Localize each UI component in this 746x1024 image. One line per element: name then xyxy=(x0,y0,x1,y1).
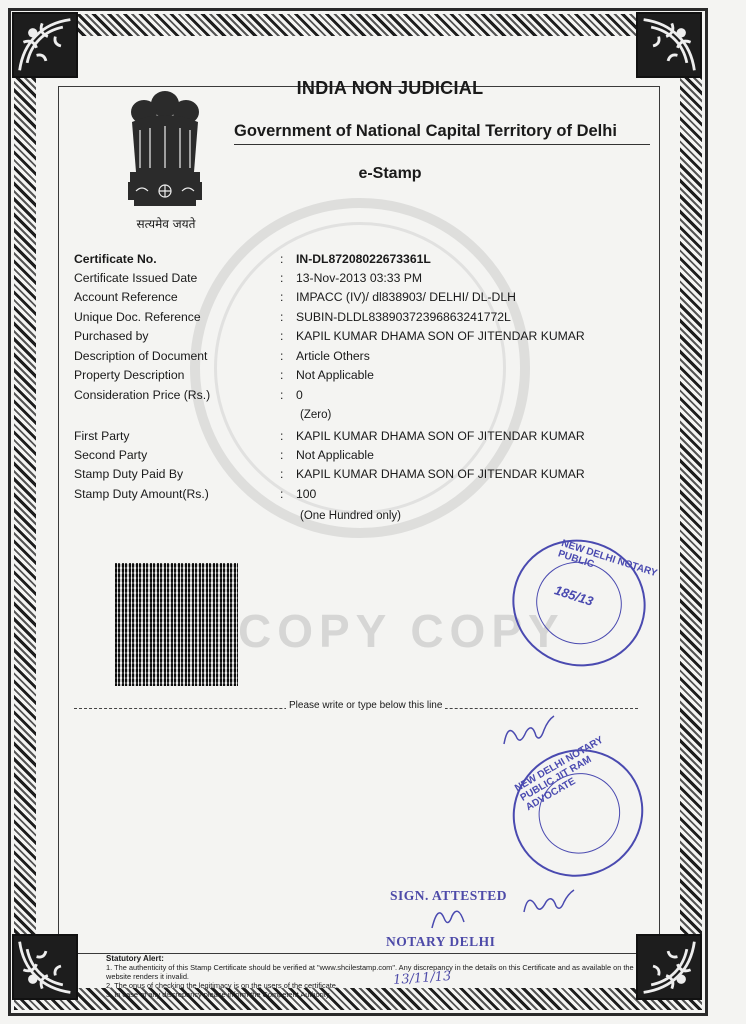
handwritten-signature xyxy=(426,898,470,936)
amount-words: (One Hundred only) xyxy=(300,510,401,522)
stamp-text: NEW DELHI NOTARY PUBLIC JIT RAM ADVOCATE xyxy=(513,734,606,814)
sign-attested-stamp: SIGN. ATTESTED xyxy=(390,888,508,903)
corner-ornament-icon xyxy=(12,934,78,1000)
row-value: IN-DL87208022673361L xyxy=(296,252,431,266)
stamp-handwritten-number: 185/13 xyxy=(552,582,596,609)
detail-row: Certificate Issued Date : 13-Nov-2013 03:33 PM xyxy=(74,271,423,285)
row-value: KAPIL KUMAR DHAMA SON OF JITENDAR KUMAR xyxy=(296,467,585,481)
alert-line: 3. In case of any discrepancy please inform the Competent Authority. xyxy=(106,990,331,999)
row-label: Stamp Duty Paid By xyxy=(74,467,184,481)
detail-row: Description of Document : Article Others xyxy=(74,349,370,363)
row-label: First Party xyxy=(74,429,130,443)
row-value: SUBIN-DLDL83890372396863241772L xyxy=(296,310,511,324)
corner-ornament-icon xyxy=(636,934,702,1000)
detail-row: Property Description : Not Applicable xyxy=(74,368,374,382)
statutory-alert xyxy=(106,954,642,999)
detail-row: Consideration Price (Rs.) : 0 xyxy=(74,388,303,402)
row-label: Certificate No. xyxy=(74,252,157,266)
row-value: IMPACC (IV)/ dl838903/ DELHI/ DL-DLH xyxy=(296,290,516,304)
estamp-title: e-Stamp xyxy=(358,165,422,182)
row-value: Article Others xyxy=(296,349,370,363)
row-label: Account Reference xyxy=(74,290,178,304)
detail-row: Purchased by : KAPIL KUMAR DHAMA SON OF JITENDAR KUMAR xyxy=(74,329,585,343)
page-title: INDIA NON JUDICIAL xyxy=(296,78,484,98)
row-value: 0 xyxy=(296,388,303,402)
copy-watermark: COPY COPY xyxy=(238,605,565,657)
detail-row: Unique Doc. Reference : SUBIN-DLDL83890372396863241772L xyxy=(74,310,511,324)
stamp-text: NEW DELHI NOTARY PUBLIC xyxy=(556,537,659,580)
emblem-motto: सत्यमेव जयते xyxy=(136,217,196,231)
row-label: Unique Doc. Reference xyxy=(74,310,201,324)
row-label: Stamp Duty Amount(Rs.) xyxy=(74,487,209,501)
government-title: Government of National Capital Territory of Delhi xyxy=(234,122,650,145)
handwritten-signature xyxy=(520,886,580,922)
detail-row: Stamp Duty Paid By : KAPIL KUMAR DHAMA SON OF JITENDAR KUMAR xyxy=(74,467,585,481)
corner-ornament-icon xyxy=(636,12,702,78)
row-label: Consideration Price (Rs.) xyxy=(74,388,211,402)
alert-line: 1. The authenticity of this Stamp Certificate should be verified at "www.shcilestamp.com". Any discrepancy in the details on this Certificate and as available on the website renders it invalid. xyxy=(106,963,634,981)
row-label: Description of Document xyxy=(74,349,208,363)
row-label: Certificate Issued Date xyxy=(74,271,198,285)
row-value: Not Applicable xyxy=(296,368,374,382)
row-value: 13-Nov-2013 03:33 PM xyxy=(296,271,423,285)
row-value: KAPIL KUMAR DHAMA SON OF JITENDAR KUMAR xyxy=(296,429,585,443)
row-value: 100 xyxy=(296,487,317,501)
row-value: KAPIL KUMAR DHAMA SON OF JITENDAR KUMAR xyxy=(296,329,585,343)
row-label: Purchased by xyxy=(74,329,149,343)
detail-row: Second Party : Not Applicable xyxy=(74,448,374,462)
row-label: Property Description xyxy=(74,368,185,382)
notary-delhi-stamp: NOTARY DELHI xyxy=(386,934,496,949)
detail-row: First Party : KAPIL KUMAR DHAMA SON OF JITENDAR KUMAR xyxy=(74,429,585,443)
consideration-words: (Zero) xyxy=(300,409,332,421)
handwritten-signature xyxy=(500,714,560,754)
alert-line: 2. The onus of checking the legitimacy is on the users of the certificate. xyxy=(106,981,338,990)
row-value: Not Applicable xyxy=(296,448,374,462)
qr-code xyxy=(115,563,238,686)
alert-heading: Statutory Alert: xyxy=(106,954,164,963)
detail-row: Account Reference : IMPACC (IV)/ dl838903/ DELHI/ DL-DLH xyxy=(74,290,516,304)
detail-row: Stamp Duty Amount(Rs.) : 100 xyxy=(74,487,317,501)
handwritten-date: 13/11/13 xyxy=(392,968,452,989)
corner-ornament-icon xyxy=(12,12,78,78)
row-label: Second Party xyxy=(74,448,148,462)
cut-line-text: Please write or type below this line xyxy=(286,700,445,711)
ashoka-emblem-icon xyxy=(110,82,220,232)
detail-row: Certificate No. : IN-DL87208022673361L xyxy=(74,252,431,266)
